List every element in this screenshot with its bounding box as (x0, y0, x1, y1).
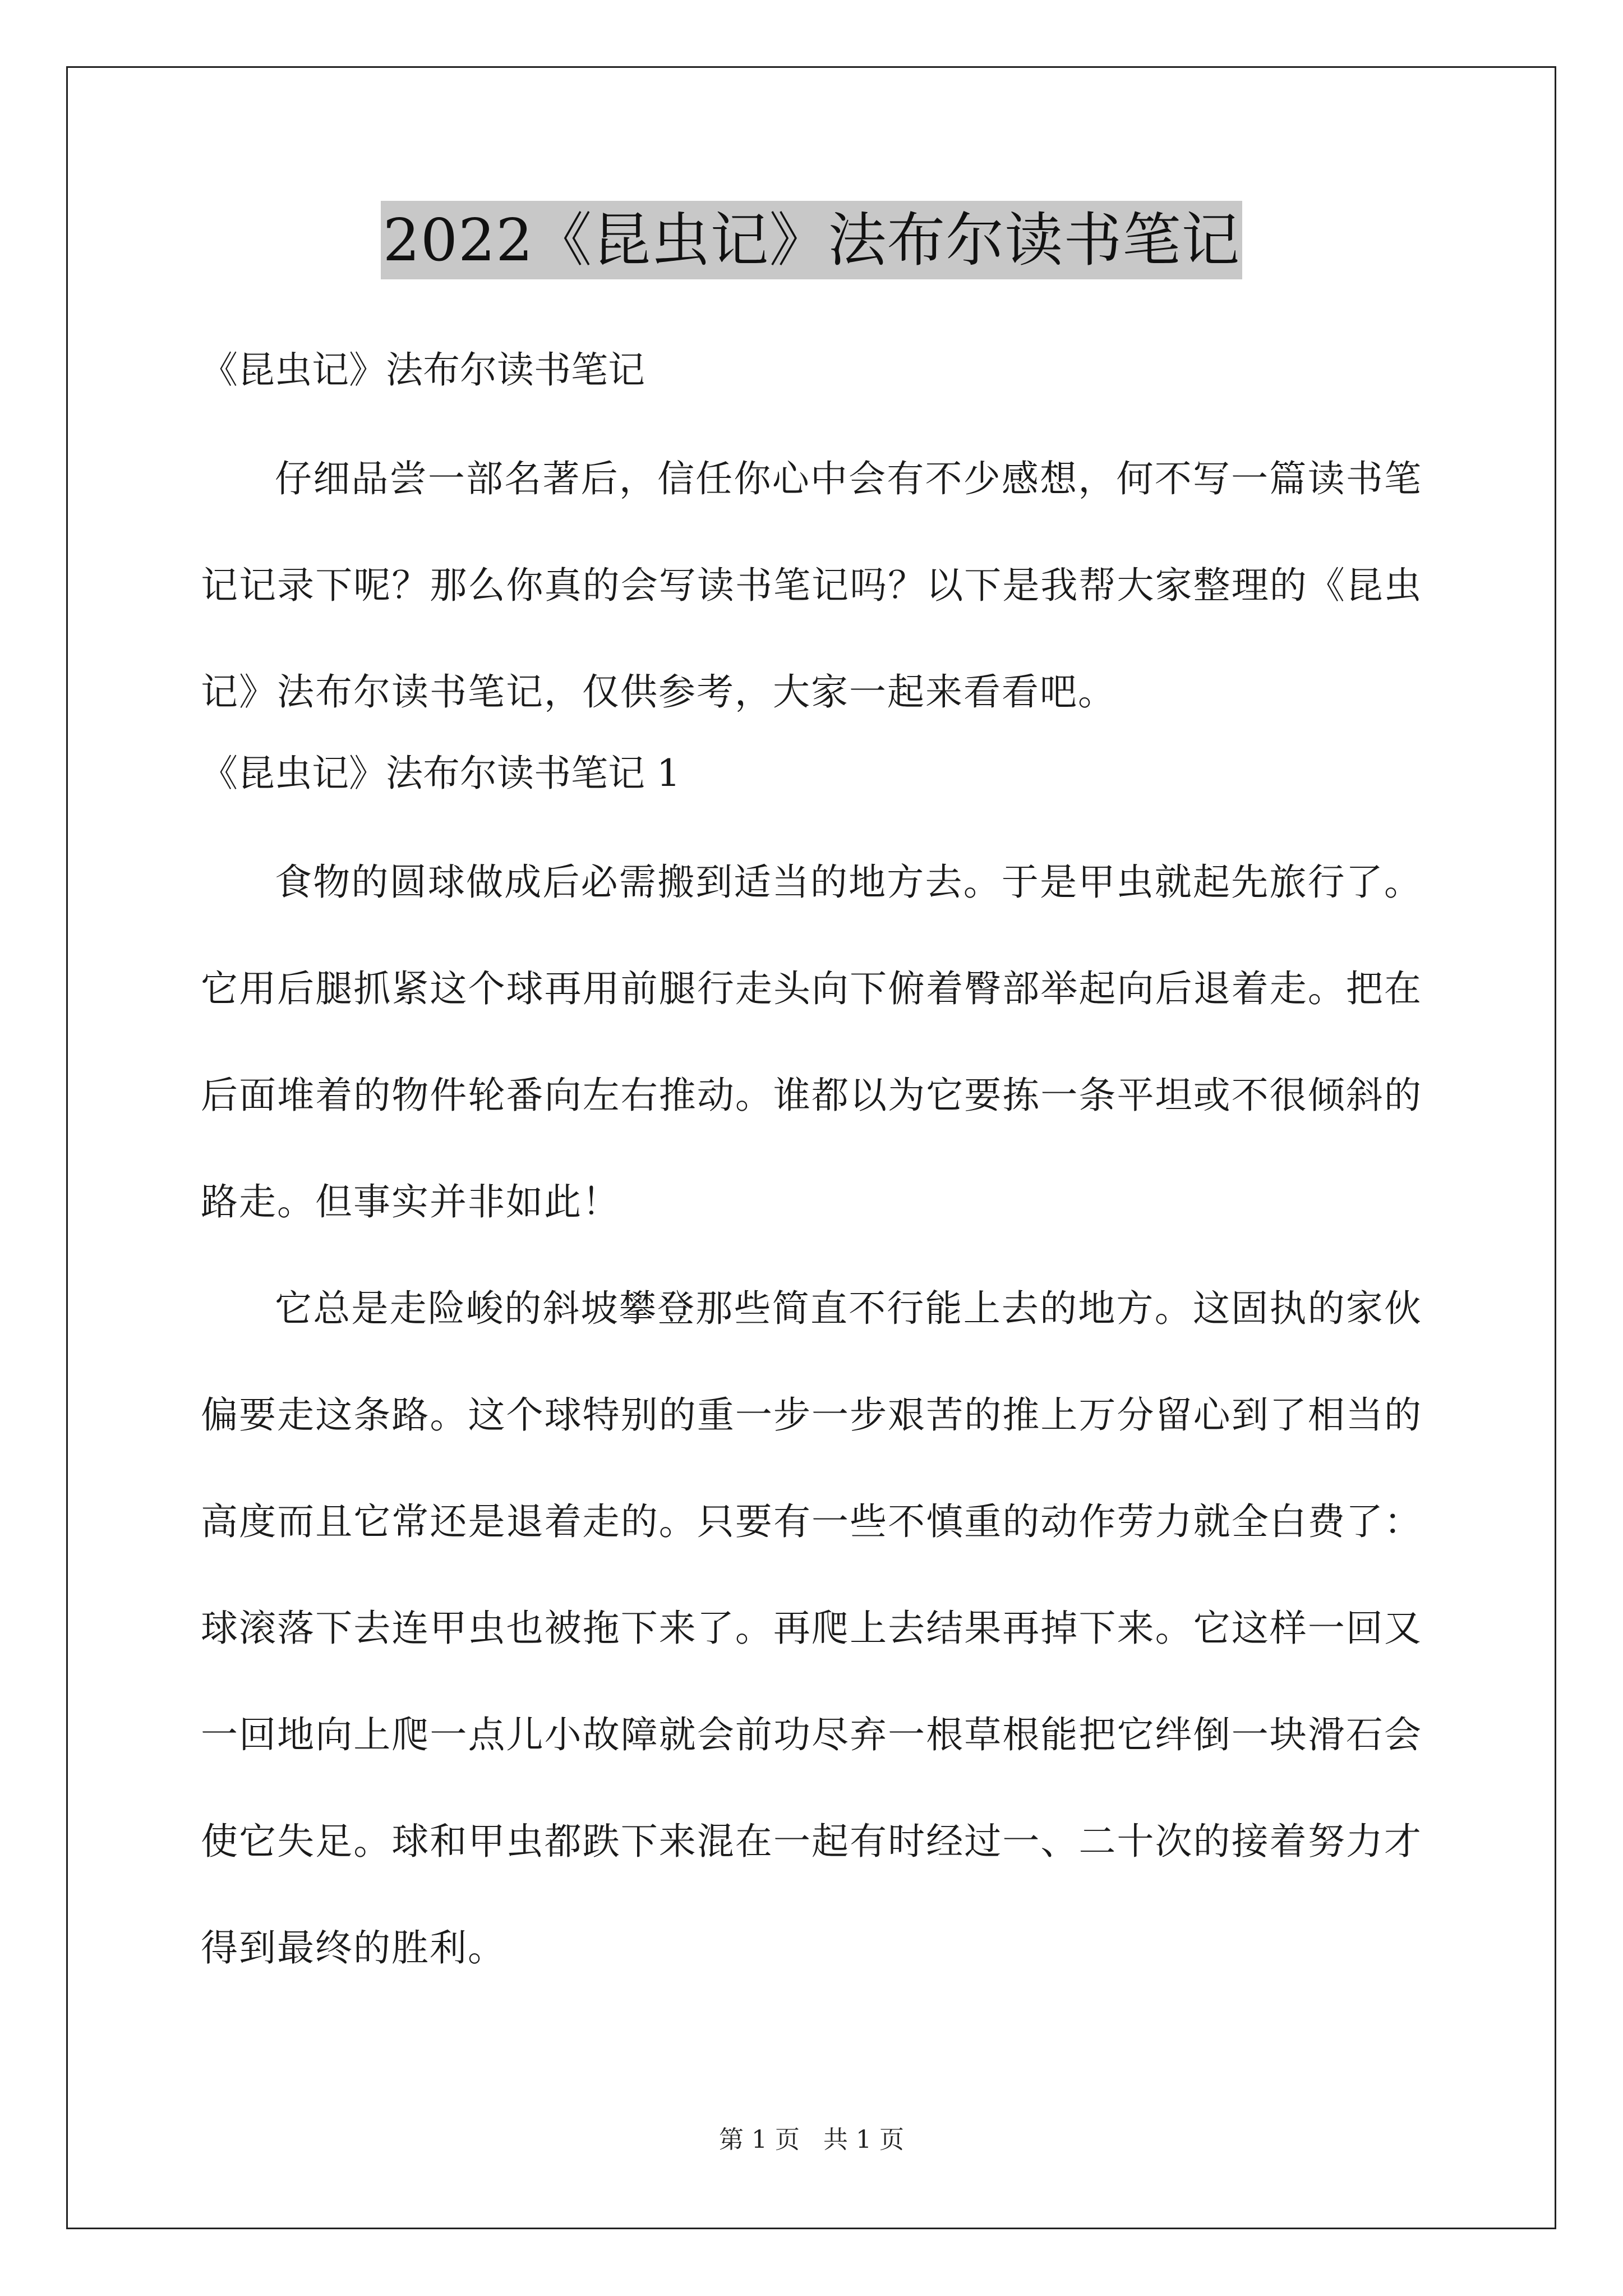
section-subtitle-intro: 《昆虫记》法布尔读书笔记 (201, 348, 645, 392)
page-footer (0, 2123, 1623, 2157)
intro-paragraph: 仔细品尝一部名著后，信任你心中会有不少感想，何不写一篇读书笔记记录下呢？那么你真的会写读书笔记吗？以下是我帮大家整理的《昆虫记》法布尔读书笔记，仅供参考，大家一起来看看吧。 (201, 457, 1422, 714)
document-body (201, 343, 1422, 2001)
body-paragraph-1: 食物的圆球做成后必需搬到适当的地方去。于是甲虫就起先旅行了。它用后腿抓紧这个球再用前腿行走头向下俯着臀部举起向后退着走。把在后面堆着的物件轮番向左右推动。谁都以为它要拣一条平坦或不很倾斜的路走。但事实并非如此！ (201, 861, 1422, 1223)
page-number-total: 共 1 页 (823, 2125, 904, 2154)
section-subtitle-1: 《昆虫记》法布尔读书笔记 1 (201, 752, 680, 795)
document-title: 2022《昆虫记》法布尔读书笔记 (381, 201, 1243, 279)
page-number-current: 第 1 页 (719, 2125, 800, 2154)
body-paragraph-2: 它总是走险峻的斜坡攀登那些简直不行能上去的地方。这固执的家伙偏要走这条路。这个球特别的重一步一步艰苦的推上万分留心到了相当的高度而且它常还是退着走的。只要有一些不慎重的动作劳力就全白费了：球滚落下去连甲虫也被拖下来了。再爬上去结果再掉下来。它这样一回又一回地向上爬一点儿小故障就会前功尽弃一根草根能把它绊倒一块滑石会使它失足。球和甲虫都跌下来混在一起有时经过一、二十次的接着努力才得到最终的胜利。 (201, 1287, 1422, 1970)
title-container (0, 201, 1623, 279)
